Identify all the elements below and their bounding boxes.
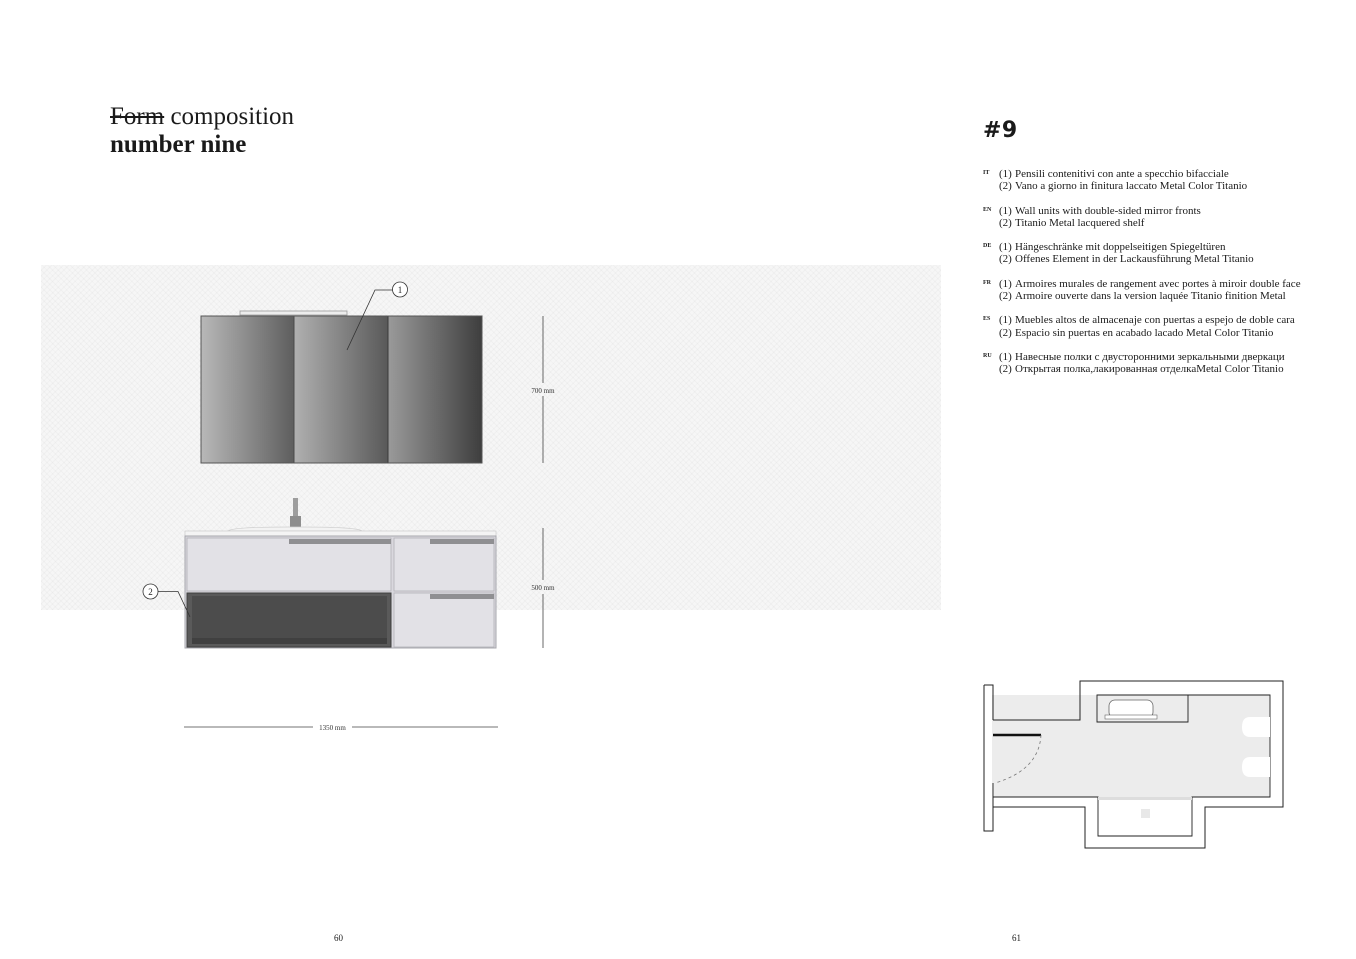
language-code: ES [983,316,991,323]
item-number: (1) [999,168,1012,180]
item-number: (1) [999,204,1012,217]
item-text: Hängeschränke mit doppelseitigen Spiegeltüren [1015,241,1226,254]
item-number: (2) [999,253,1012,266]
composition-code: #9 [983,118,1018,143]
language-code: FR [983,279,991,286]
item-text: Vano a giorno in finitura laccato Metal Color Titanio [1015,180,1248,193]
callout-2 [143,584,190,617]
title-rest: composition [170,103,295,130]
dimension-width-label: 1350 mm [319,724,346,732]
page-number-left: 60 [334,933,343,943]
callout-2-label: 2 [148,587,153,597]
title-strike-word: Form [110,103,165,130]
item-number: (1) [999,241,1012,254]
dimension-height-top [531,316,555,463]
dimension-height-bottom-label: 500 mm [531,584,555,592]
language-code: IT [983,170,990,176]
item-text: Offenes Element in der Lackausführung Metal Titanio [1015,253,1254,266]
item-text: Открытая полка,лакированная отделкаMetal Color Titanio [1015,363,1284,376]
item-number: (2) [999,363,1012,376]
item-number: (2) [999,216,1012,229]
floor-plan [984,681,1283,848]
item-number: (2) [999,290,1012,303]
item-number: (1) [999,314,1012,327]
item-text: Навесные полки с двусторонними зеркальными дверкаци [1015,350,1285,363]
title-bold-line: number nine [110,131,247,158]
page-number-right: 61 [1012,933,1021,943]
faucet [290,498,301,531]
item-text: Wall units with double-sided mirror fronts [1015,204,1201,217]
item-text: Espacio sin puertas en acabado lacado Metal Color Titanio [1015,326,1274,339]
basin [228,527,362,531]
dimension-height-bottom [531,528,555,648]
dimension-width [184,724,498,732]
item-text: Titanio Metal lacquered shelf [1015,216,1145,229]
item-text: Armoire ouverte dans la version laquée Titanio finition Metal [1015,290,1286,303]
item-text: Pensili contenitivi con ante a specchio bifacciale [1015,168,1229,180]
item-number: (2) [999,326,1012,339]
item-number: (1) [999,350,1012,363]
dimension-height-top-label: 700 mm [531,387,555,395]
mirror-cabinet [201,311,482,463]
language-code: RU [983,352,992,359]
item-number: (2) [999,180,1012,193]
item-text: Armoires murales de rangement avec portes à miroir double face [1015,277,1301,290]
item-text: Muebles altos de almacenaje con puertas a espejo de doble cara [1015,314,1295,327]
language-code: DE [983,243,992,250]
language-code: EN [983,206,992,213]
callout-1-label: 1 [397,285,403,295]
vanity-unit [185,531,496,648]
item-number: (1) [999,277,1012,290]
